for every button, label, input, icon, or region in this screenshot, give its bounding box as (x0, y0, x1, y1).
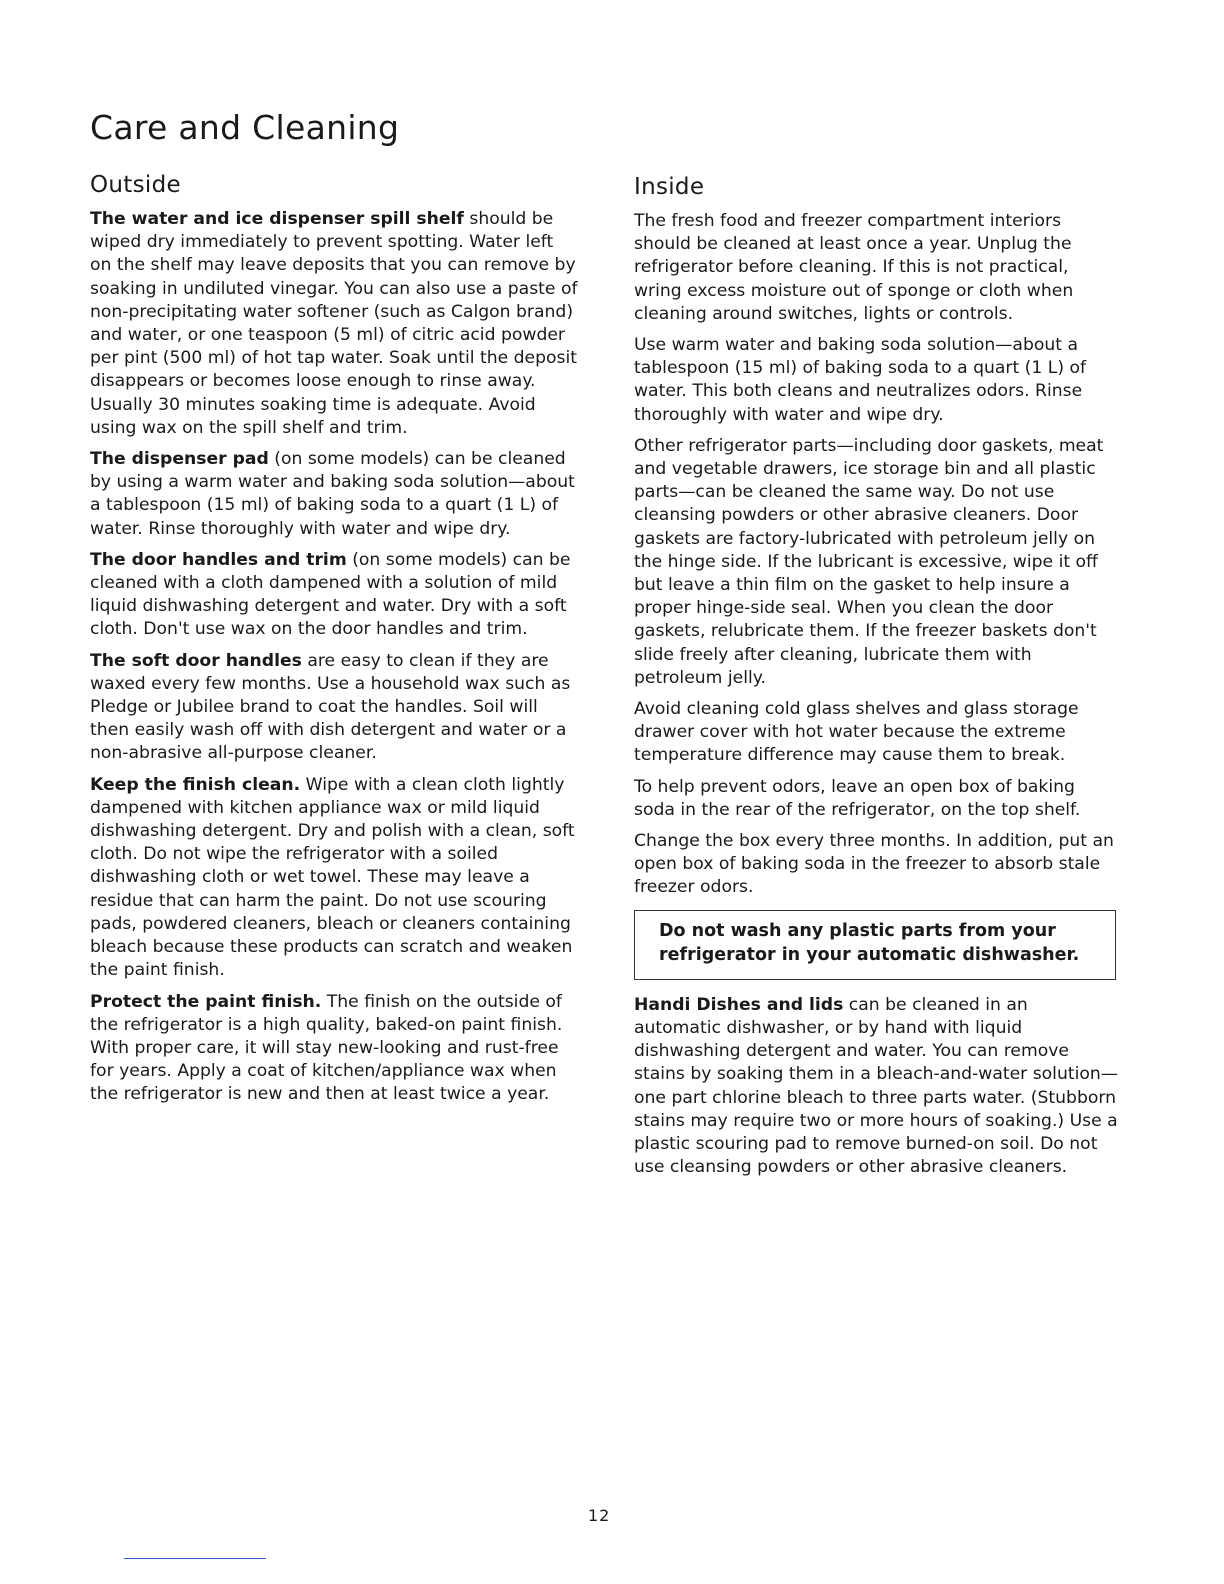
paragraph-door-handles (90, 549, 580, 642)
warning-box: Do not wash any plastic parts from your refrigerator in your automatic dishwasher. (634, 910, 1116, 980)
paragraph-finish-clean (90, 774, 580, 983)
paragraph-prevent-odors: To help prevent odors, leave an open box of baking soda in the rear of the refrigerator, on the top shelf. (634, 776, 1081, 820)
lead-paint-finish: Protect the paint finish. (90, 991, 322, 1012)
lead-handi-dishes: Handi Dishes and lids (634, 994, 844, 1015)
text-soft-handles: are easy to clean if they are waxed every few months. Use a household wax such as Pledge or Jubilee brand to coat the handles. Soil will then easily wash off with dish detergent and water or a non-abrasive all-purpose cleaner. (90, 650, 571, 764)
paragraph-interiors: The fresh food and freezer compartment interiors should be cleaned at least once a year. Unplug the refrigerator before cleaning. If this is not practical, wring excess moisture out of sponge or cloth when cleaning around switches, lights or controls. (634, 211, 1074, 324)
outside-section (90, 172, 580, 1115)
text-door-handles: (on some models) can be cleaned with a cloth dampened with a solution of mild liquid dishwashing detergent and water. Dry with a soft cloth. Don't use wax on the door handles and trim. (90, 549, 571, 640)
lead-dispenser-pad: The dispenser pad (90, 449, 269, 470)
footer-rule (124, 1558, 266, 1559)
text-paint-finish: The finish on the outside of the refrigerator is a high quality, baked-on paint finish. With proper care, it will stay new-looking and rust-free for years. Apply a coat of kitchen/appliance wax when the refrigerator is new and then at least twice a year. (90, 991, 563, 1105)
paragraph-glass-shelves: Avoid cleaning cold glass shelves and glass storage drawer cover with hot water because the extreme temperature difference may cause them to break. (634, 699, 1079, 766)
outside-heading: Outside (90, 172, 181, 198)
lead-door-handles: The door handles and trim (90, 549, 347, 570)
paragraph-other-parts: Other refrigerator parts—including door gaskets, meat and vegetable drawers, ice storage bin and all plastic parts—can be cleaned the same way. Do not use cleansing powders or other abrasive cleaners. Door gaskets are factory-lubricated with petroleum jelly on the hinge side. If the lubricant is excessive, wipe it off but leave a thin film on the gasket to help insure a proper hinge-side seal. When you clean the door gaskets, relubricate them. If the freezer baskets don't slide freely after cleaning, lubricate them with petroleum jelly. (634, 435, 1104, 688)
paragraph-dispenser-pad (90, 448, 580, 541)
inside-section (634, 172, 1120, 1187)
text-finish-clean: Wipe with a clean cloth lightly dampened with kitchen appliance wax or mild liquid dishwashing detergent. Dry and polish with a clean, soft cloth. Do not wipe the refrigerator with a soiled dishwashing cloth or wet towel. These may leave a residue that can harm the paint. Do not use scouring pads, powdered cleaners, bleach or cleaners containing bleach because these products can scratch and weaken the paint finish. (90, 774, 575, 981)
paragraph-paint-finish (90, 991, 580, 1107)
paragraph-spill-shelf (90, 208, 580, 440)
paragraph-baking-soda-solution: Use warm water and baking soda solution—about a tablespoon (15 ml) of baking soda to a quart (1 L) of water. This both cleans and neutralizes odors. Rinse thoroughly with water and wipe dry. (634, 335, 1087, 425)
inside-heading: Inside (634, 174, 705, 200)
text-spill-shelf: should be wiped dry immediately to prevent spotting. Water left on the shelf may leave deposits that you can remove by soaking in undiluted vinegar. You can also use a paste of non-precipitating water softener (such as Calgon brand) and water, or one teaspoon (5 ml) of citric acid powder per pint (500 ml) of hot tap water. Soak until the deposit disappears or becomes loose enough to rinse away. Usually 30 minutes soaking time is adequate. Avoid using wax on the spill shelf and trim. (90, 209, 578, 438)
lead-soft-handles: The soft door handles (90, 650, 302, 671)
paragraph-soft-handles (90, 650, 580, 766)
text-dispenser-pad: (on some models) can be cleaned by using a warm water and baking soda solution—about a tablespoon (15 ml) of baking soda to a quart (1 L) of water. Rinse thoroughly with water and wipe dry. (90, 449, 575, 539)
lead-spill-shelf: The water and ice dispenser spill shelf (90, 209, 464, 229)
lead-finish-clean: Keep the finish clean. (90, 774, 301, 795)
paragraph-change-box: Change the box every three months. In addition, put an open box of baking soda in the freezer to absorb stale freezer odors. (634, 831, 1114, 898)
text-handi-dishes: can be cleaned in an automatic dishwasher, or by hand with liquid dishwashing detergent and water. You can remove stains by soaking them in a bleach-and-water solution—one part chlorine bleach to three parts water. (Stubborn stains may require two or more hours of soaking.) Use a plastic scouring pad to remove burned-on soil. Do not use cleansing powders or other abrasive cleaners. (634, 994, 1118, 1178)
page-number: 12 (588, 1506, 611, 1525)
page-title: Care and Cleaning (90, 108, 400, 147)
paragraph-handi-dishes (634, 994, 1120, 1180)
